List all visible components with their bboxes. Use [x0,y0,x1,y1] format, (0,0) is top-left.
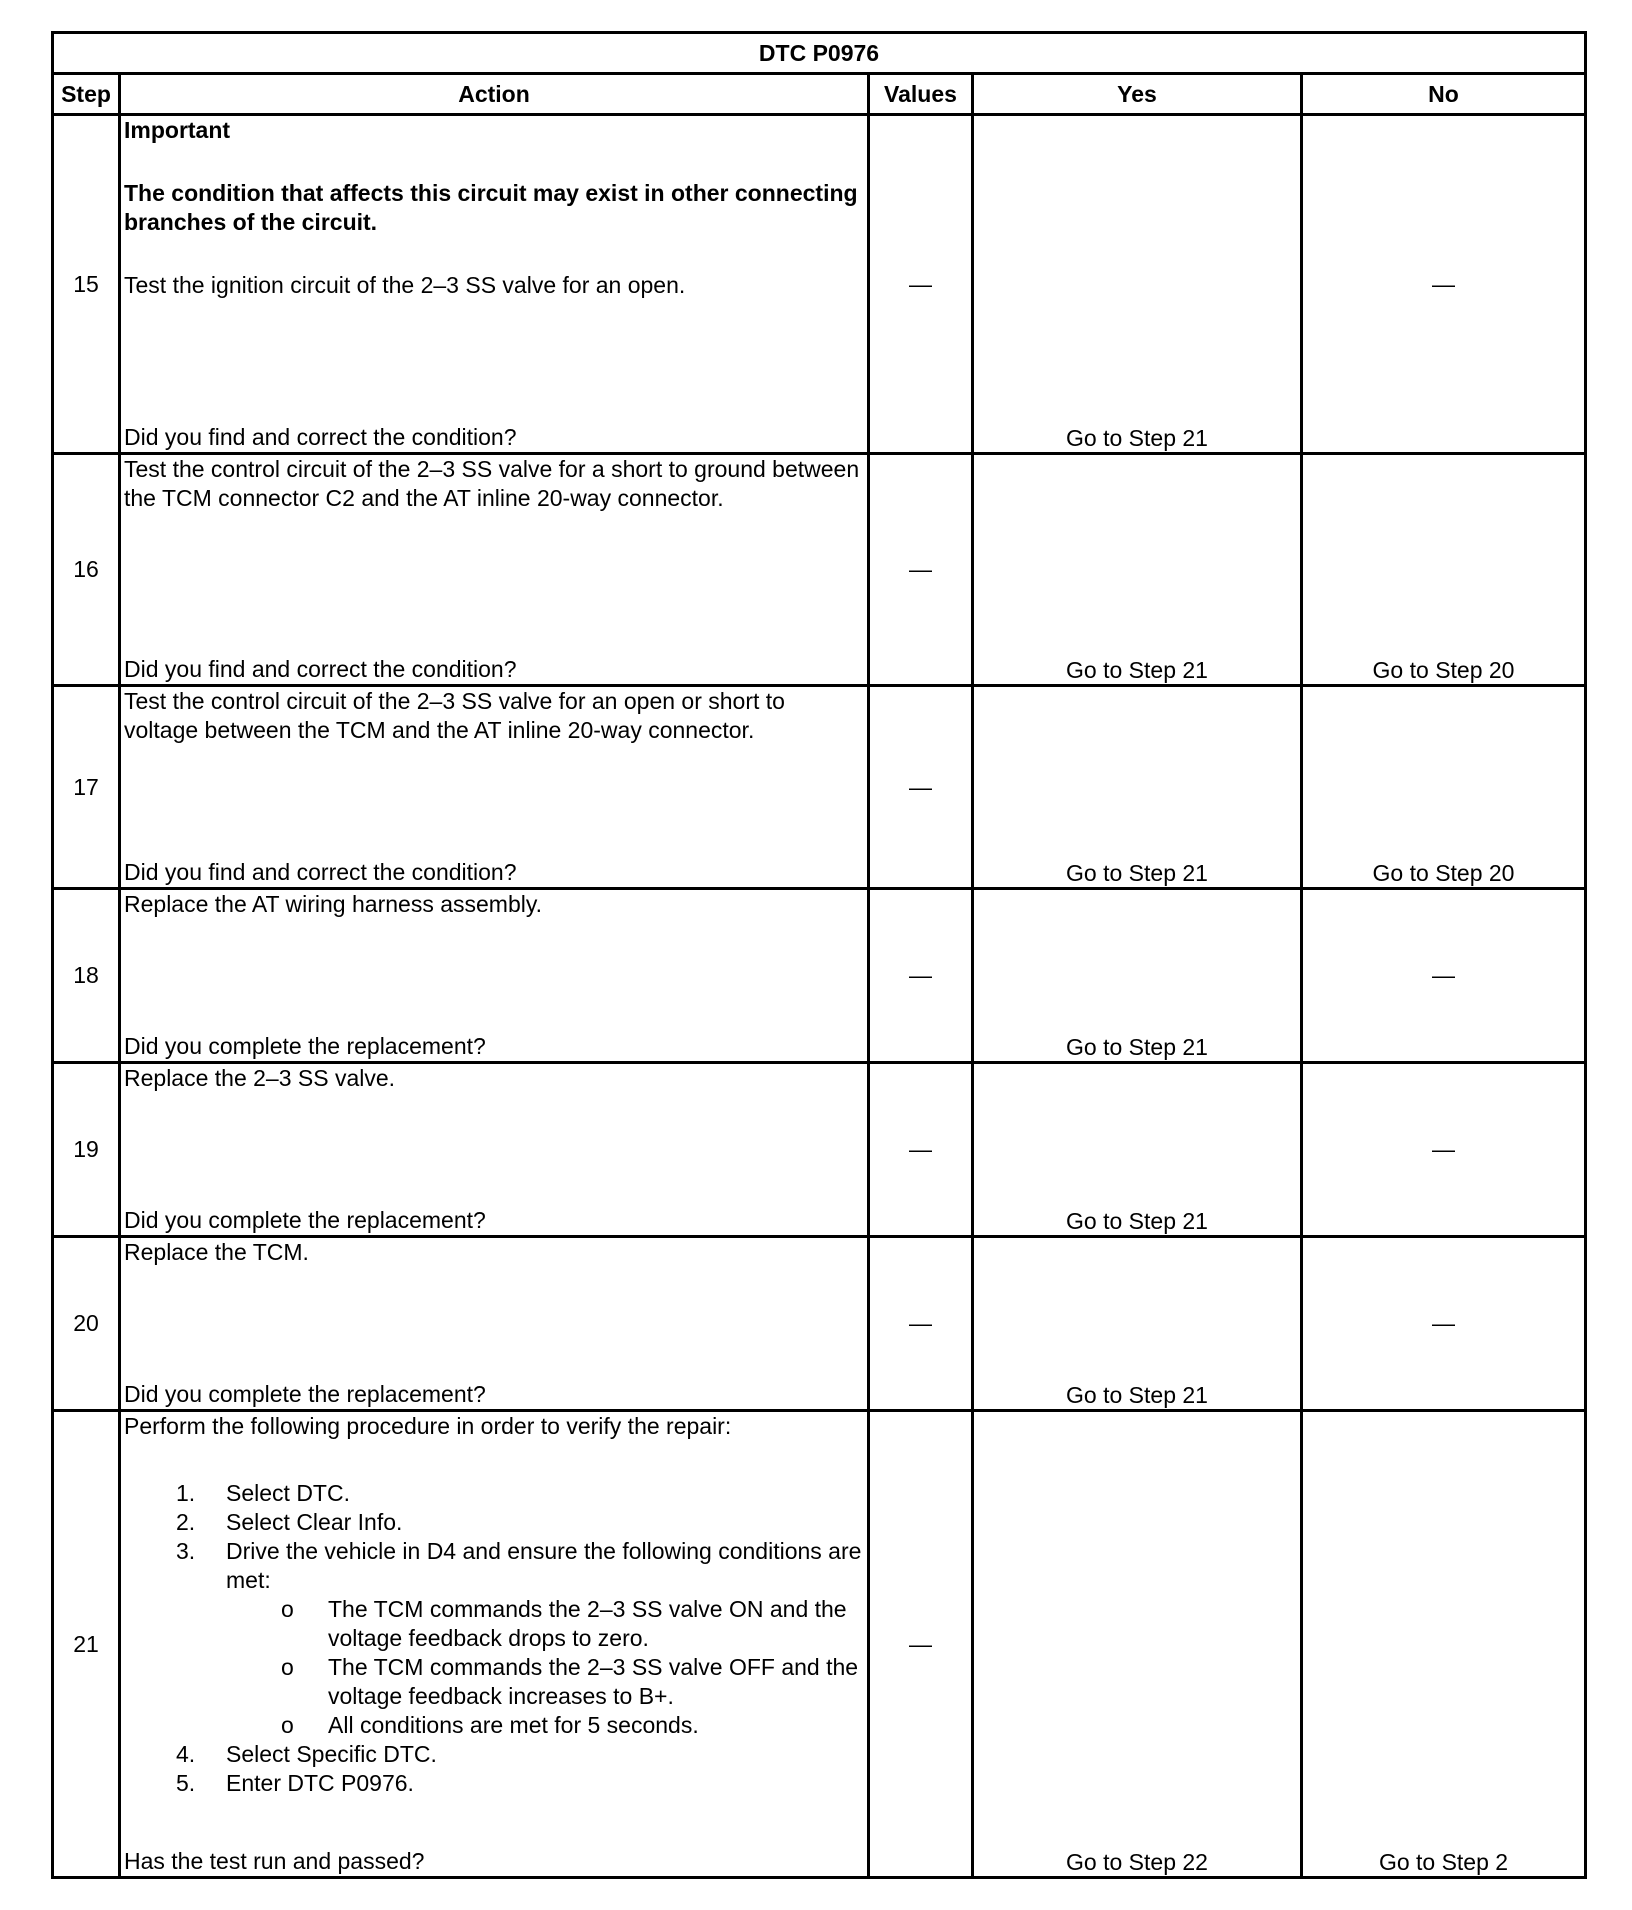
no-cell: Go to Step 20 [1302,686,1586,889]
no-cell: — [1302,1063,1586,1237]
dtc-table [51,31,1587,1879]
table-row [53,1411,1586,1878]
action-question: Did you complete the replacement? [124,1207,486,1233]
action-question: Did you find and correct the condition? [124,424,517,450]
action-cell [120,454,869,686]
table-row [53,1237,1586,1411]
action-text: Replace the 2–3 SS valve. [124,1065,396,1091]
table-row [53,889,1586,1063]
values-cell: — [869,1411,973,1878]
table-row [53,1063,1586,1237]
values-cell: — [869,115,973,454]
action-question: Did you complete the replacement? [124,1381,486,1407]
important-note: The condition that affects this circuit may exist in other connecting branches of the circuit. [124,180,858,235]
yes-cell: Go to Step 21 [973,454,1302,686]
step-number: 20 [53,1237,120,1411]
step-number: 16 [53,454,120,686]
step-number: 21 [53,1411,120,1878]
action-text: Test the ignition circuit of the 2–3 SS valve for an open. [124,272,686,298]
action-question: Did you find and correct the condition? [124,656,517,682]
no-cell: — [1302,1237,1586,1411]
action-question: Did you find and correct the condition? [124,859,517,885]
yes-cell: Go to Step 21 [973,686,1302,889]
action-text: Test the control circuit of the 2–3 SS valve for an open or short to voltage between the TCM and the AT inline 20-way connector. [124,688,785,743]
no-cell: Go to Step 20 [1302,454,1586,686]
condition-list [226,1595,864,1740]
condition-item: o The TCM commands the 2–3 SS valve OFF and the voltage feedback increases to B+. [281,1654,859,1709]
action-cell [120,1237,869,1411]
step-number: 19 [53,1063,120,1237]
procedure-step: 5. Enter DTC P0976. [176,1770,414,1796]
values-cell: — [869,1237,973,1411]
no-cell: — [1302,889,1586,1063]
procedure-step: 2. Select Clear Info. [176,1509,403,1535]
values-cell: — [869,889,973,1063]
procedure-step: 3. Drive the vehicle in D4 and ensure the following conditions are met: o The TCM commands the 2–3 SS valve ON and the voltage feedback drops to zero. o The TCM commands the 2–3 SS valve OFF and the voltage feedback increases to B+. o All conditions are met for 5 seconds. [124,1537,864,1740]
action-cell [120,1411,869,1878]
values-cell: — [869,454,973,686]
yes-cell: Go to Step 21 [973,1063,1302,1237]
table-title: DTC P0976 [53,33,1586,74]
yes-cell: Go to Step 21 [973,889,1302,1063]
yes-cell: Go to Step 21 [973,1237,1302,1411]
action-cell [120,686,869,889]
table-row [53,686,1586,889]
condition-item: o All conditions are met for 5 seconds. [281,1712,699,1738]
important-label: Important [124,117,231,143]
procedure-step: 1. Select DTC. [176,1480,350,1506]
condition-item: o The TCM commands the 2–3 SS valve ON and the voltage feedback drops to zero. [281,1596,847,1651]
action-cell [120,115,869,454]
yes-cell: Go to Step 22 [973,1411,1302,1878]
header-step: Step [53,74,120,115]
table-row [53,115,1586,454]
values-cell: — [869,686,973,889]
header-values: Values [869,74,973,115]
no-cell: Go to Step 2 [1302,1411,1586,1878]
action-question: Did you complete the replacement? [124,1033,486,1059]
header-no: No [1302,74,1586,115]
procedure-step: 4. Select Specific DTC. [176,1741,437,1767]
action-text: Replace the AT wiring harness assembly. [124,891,543,917]
action-text: Test the control circuit of the 2–3 SS valve for a short to ground between the TCM connector C2 and the AT inline 20-way connector. [124,456,860,511]
no-cell: — [1302,115,1586,454]
table-row [53,454,1586,686]
action-text: Perform the following procedure in order to verify the repair: [124,1413,732,1439]
action-question: Has the test run and passed? [124,1848,425,1874]
action-cell [120,889,869,1063]
action-text: Replace the TCM. [124,1239,309,1265]
action-cell [120,1063,869,1237]
values-cell: — [869,1063,973,1237]
header-yes: Yes [973,74,1302,115]
yes-cell: Go to Step 21 [973,115,1302,454]
header-action: Action [120,74,869,115]
procedure-list [124,1479,864,1798]
step-number: 17 [53,686,120,889]
step-number: 18 [53,889,120,1063]
step-number: 15 [53,115,120,454]
